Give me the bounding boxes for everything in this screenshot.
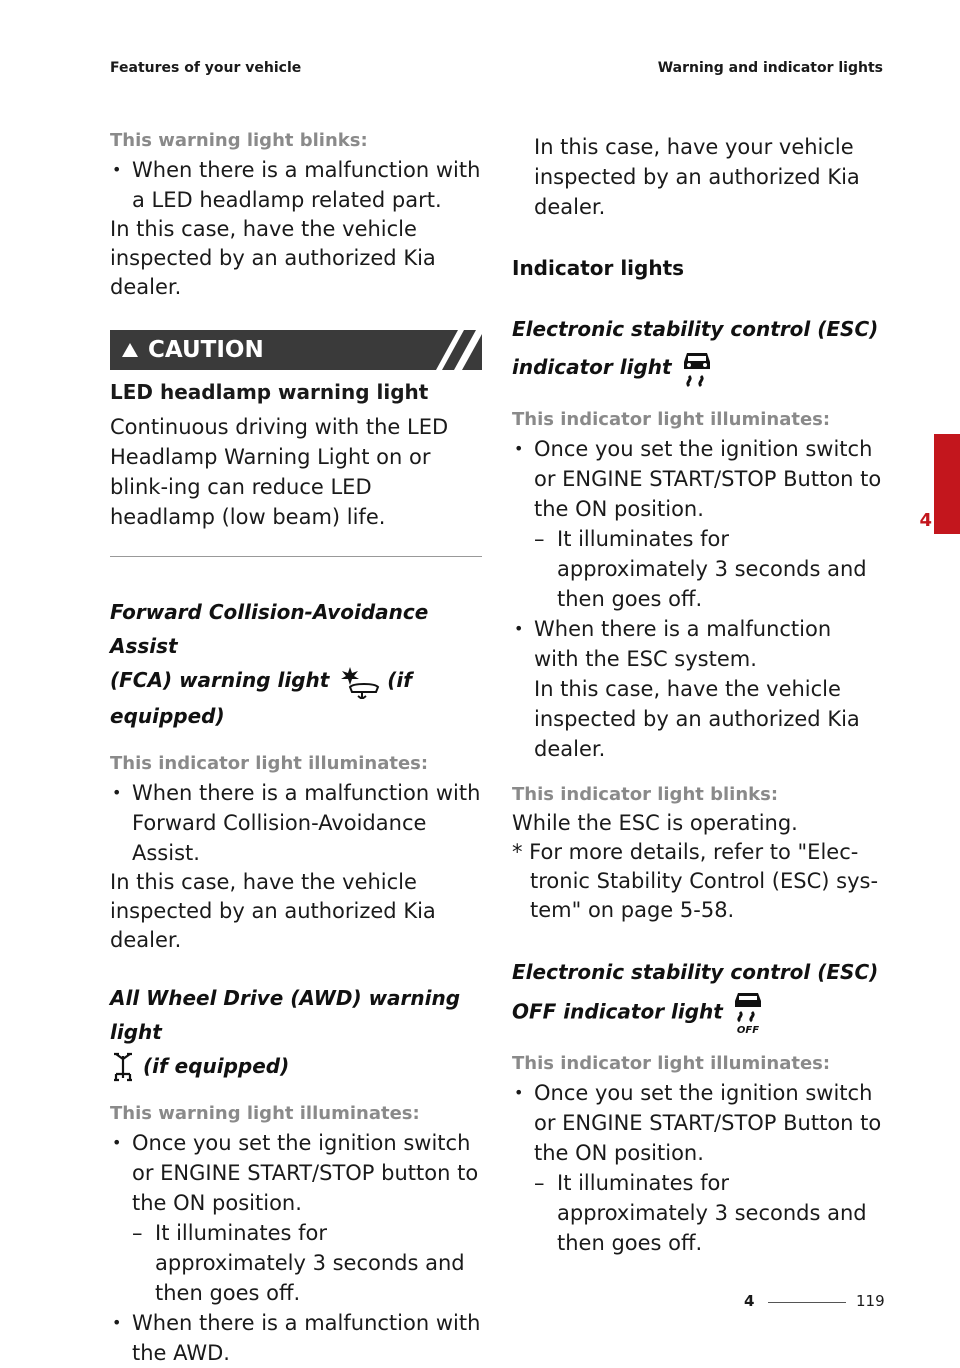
header-page-topic: Warning and indicator lights bbox=[657, 60, 883, 76]
header-section-title: Features of your vehicle bbox=[110, 60, 302, 76]
bullet-item: • When there is a malfunction with the ESC system. bbox=[512, 614, 882, 674]
dash-item: – It illuminates for approximately 3 seconds and then goes off. bbox=[132, 1221, 465, 1305]
awd-heading: All Wheel Drive (AWD) warning light (if equipped) bbox=[110, 981, 482, 1084]
footer-page-number: 119 bbox=[856, 1292, 885, 1310]
bullet-item: • When there is a malfunction with Forward Collision-Avoidance Assist. bbox=[110, 778, 482, 868]
bullet-item: • When there is a malfunction with the AWD. bbox=[110, 1308, 482, 1368]
caution-text: Continuous driving with the LED Headlamp Warning Light on or blink-ing can reduce LED headlamp (low beam) life. bbox=[110, 415, 449, 529]
esc-heading: Electronic stability control (ESC) indicator light bbox=[512, 310, 882, 389]
footnote: * For more details, refer to "Elec-tronic Stability Control (ESC) sys-tem" on page 5-58. bbox=[512, 839, 879, 922]
esc-off-indicator-icon bbox=[730, 991, 766, 1035]
bullet-item: • When there is a malfunction with a LED headlamp related part. bbox=[110, 155, 482, 215]
esc-blink-subheading: This indicator light blinks: bbox=[512, 783, 779, 805]
chapter-tab bbox=[934, 434, 960, 534]
indicator-lights-heading: Indicator lights bbox=[512, 256, 685, 280]
dash-item: – It illuminates for approximately 3 seconds and then goes off. bbox=[534, 1170, 867, 1255]
footer-divider bbox=[768, 1302, 846, 1303]
esc-subheading: This indicator light illuminates: bbox=[512, 408, 831, 430]
bullet-continuation: In this case, have the vehicle inspected by an authorized Kia dealer. bbox=[534, 676, 860, 761]
esc-off-icon-label: OFF bbox=[736, 1024, 759, 1035]
continued-paragraph: In this case, have your vehicle inspected by an authorized Kia dealer. bbox=[534, 135, 860, 219]
awd-warning-icon bbox=[110, 1051, 136, 1083]
paragraph: In this case, have the vehicle inspected by an authorized Kia dealer. bbox=[110, 217, 436, 299]
chapter-tab-number: 4 bbox=[919, 510, 932, 531]
bullet-item: • Once you set the ignition switch or ENGINE START/STOP Button to the ON position. bbox=[512, 434, 882, 524]
caution-title: LED headlamp warning light bbox=[110, 380, 429, 404]
dash-item: – It illuminates for approximately 3 seconds and then goes off. bbox=[534, 526, 867, 611]
warning-triangle-icon bbox=[122, 343, 138, 357]
fca-subheading: This indicator light illuminates: bbox=[110, 752, 429, 774]
paragraph: While the ESC is operating. bbox=[512, 810, 798, 835]
bullet-item: • Once you set the ignition switch or ENGINE START/STOP button to the ON position. bbox=[110, 1128, 482, 1218]
left-column bbox=[110, 130, 482, 1368]
esc-off-subheading: This indicator light illuminates: bbox=[512, 1052, 831, 1074]
caution-label: CAUTION bbox=[148, 337, 264, 363]
right-column bbox=[512, 130, 882, 1258]
esc-off-heading: Electronic stability control (ESC) OFF indicator light OFF bbox=[512, 959, 879, 1035]
caution-banner bbox=[110, 330, 482, 370]
bullet-item: • Once you set the ignition switch or ENGINE START/STOP Button to the ON position. bbox=[512, 1078, 882, 1168]
fca-warning-icon bbox=[336, 665, 380, 699]
footer-chapter-number: 4 bbox=[744, 1292, 755, 1310]
blinks-subheading: This warning light blinks: bbox=[110, 130, 368, 151]
esc-indicator-icon bbox=[679, 349, 715, 389]
awd-subheading: This warning light illuminates: bbox=[110, 1103, 420, 1124]
paragraph: In this case, have the vehicle inspected by an authorized Kia dealer. bbox=[110, 869, 436, 952]
caution-stripes-icon bbox=[422, 330, 482, 370]
fca-heading: Forward Collision-Avoidance Assist (FCA) warning light (if equipped) bbox=[110, 600, 429, 728]
